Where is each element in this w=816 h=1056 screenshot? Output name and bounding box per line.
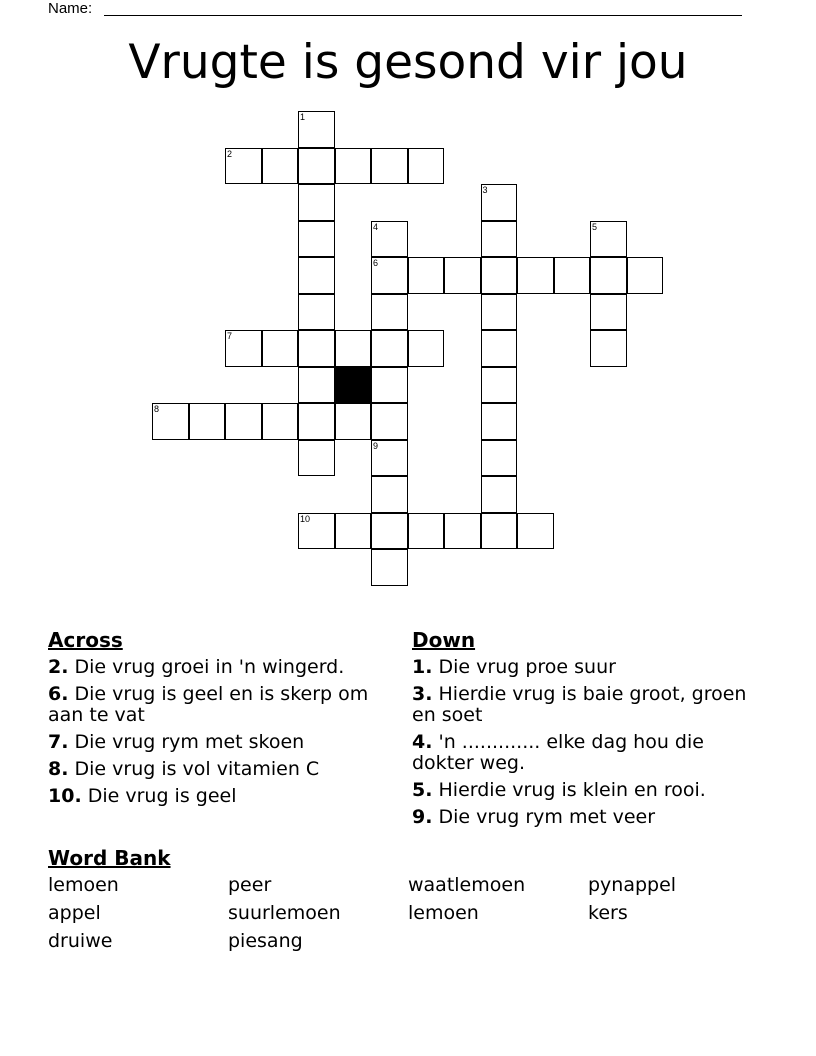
crossword-cell[interactable] — [262, 148, 299, 185]
crossword-cell[interactable] — [152, 403, 189, 440]
clue-across-7 — [48, 732, 388, 753]
crossword-cell[interactable] — [371, 476, 408, 513]
crossword-cell[interactable] — [590, 330, 627, 367]
crossword-cell[interactable] — [371, 257, 408, 294]
crossword-cell[interactable] — [225, 148, 262, 185]
word-bank-item: lemoen — [48, 874, 119, 896]
clue-text: Hierdie vrug is baie groot, groen en soet — [412, 683, 747, 726]
clue-text: Die vrug rym met skoen — [74, 731, 305, 753]
word-bank-item: appel — [48, 902, 101, 924]
clue-number: 10. — [48, 785, 82, 807]
word-bank-item: lemoen — [408, 902, 479, 924]
crossword-cell[interactable] — [335, 330, 372, 367]
clue-text: Hierdie vrug is klein en rooi. — [438, 779, 706, 801]
name-label: Name: — [48, 0, 93, 17]
crossword-cell[interactable] — [189, 403, 226, 440]
clue-text: Die vrug rym met veer — [438, 806, 656, 828]
word-bank-item: piesang — [228, 930, 303, 952]
crossword-cell[interactable] — [298, 440, 335, 477]
word-bank-item: kers — [588, 902, 628, 924]
crossword-cell[interactable] — [481, 476, 518, 513]
crossword-cell[interactable] — [408, 513, 445, 550]
crossword-cell[interactable] — [335, 513, 372, 550]
clue-number: 3. — [412, 683, 433, 705]
clue-number: 7. — [48, 731, 69, 753]
clue-down-3 — [412, 684, 762, 726]
crossword-cell[interactable] — [517, 257, 554, 294]
crossword-cell[interactable] — [481, 257, 518, 294]
crossword-cell[interactable] — [590, 221, 627, 258]
word-bank-heading: Word Bank — [48, 846, 171, 870]
clue-text: Die vrug groei in 'n wingerd. — [74, 656, 345, 678]
clue-down-9 — [412, 807, 762, 828]
across-heading: Across — [48, 628, 123, 652]
page-title: Vrugte is gesond vir jou — [128, 35, 688, 90]
clue-number-label: 10 — [300, 513, 311, 524]
down-clues — [412, 630, 762, 834]
crossword-cell[interactable] — [554, 257, 591, 294]
crossword-cell[interactable] — [481, 221, 518, 258]
down-heading: Down — [412, 628, 476, 652]
clue-text: Die vrug is vol vitamien C — [74, 758, 320, 780]
crossword-cell[interactable] — [371, 513, 408, 550]
word-bank-item: suurlemoen — [228, 902, 341, 924]
clue-number-label: 1 — [300, 112, 306, 122]
clue-number-label: 2 — [227, 148, 233, 159]
clue-number-label: 5 — [592, 221, 598, 232]
clue-text: 'n ............. elke dag hou die dokter weg. — [412, 731, 704, 774]
crossword-cell[interactable] — [481, 294, 518, 331]
crossword-cell[interactable] — [298, 513, 335, 550]
crossword-cell[interactable] — [481, 513, 518, 550]
clue-down-5 — [412, 780, 762, 801]
crossword-cell[interactable] — [481, 403, 518, 440]
crossword-cell[interactable] — [627, 257, 664, 294]
clue-number: 8. — [48, 758, 69, 780]
crossword-cell[interactable] — [371, 403, 408, 440]
crossword-cell[interactable] — [298, 330, 335, 367]
word-bank-item: pynappel — [588, 874, 677, 896]
crossword-cell[interactable] — [371, 549, 408, 586]
crossword-cell[interactable] — [481, 330, 518, 367]
crossword-cell[interactable] — [371, 367, 408, 404]
clue-down-4 — [412, 732, 762, 774]
crossword-cell[interactable] — [298, 184, 335, 221]
crossword-cell[interactable] — [371, 221, 408, 258]
clue-number: 5. — [412, 779, 433, 801]
crossword-cell[interactable] — [371, 294, 408, 331]
crossword-cell[interactable] — [298, 403, 335, 440]
crossword-cell[interactable] — [298, 148, 335, 185]
crossword-cell[interactable] — [481, 367, 518, 404]
clue-down-1 — [412, 657, 762, 678]
crossword-cell[interactable] — [335, 403, 372, 440]
crossword-cell[interactable] — [481, 440, 518, 477]
clue-number: 6. — [48, 683, 69, 705]
clue-text: Die vrug is geel en is skerp om aan te vat — [48, 683, 369, 726]
crossword-cell[interactable] — [262, 330, 299, 367]
clue-number: 4. — [412, 731, 433, 753]
clue-across-10 — [48, 786, 388, 807]
clue-across-6 — [48, 684, 388, 726]
crossword-cell[interactable] — [262, 403, 299, 440]
crossword-cell[interactable] — [408, 257, 445, 294]
clue-text: Die vrug is geel — [87, 785, 237, 807]
clue-number-label: 9 — [373, 440, 379, 451]
crossword-cell[interactable] — [590, 294, 627, 331]
crossword-cell[interactable] — [371, 330, 408, 367]
word-bank-item: peer — [228, 874, 272, 896]
crossword-cell[interactable] — [371, 148, 408, 185]
crossword-cell[interactable] — [298, 294, 335, 331]
crossword-cell[interactable] — [408, 148, 445, 185]
crossword-cell[interactable] — [444, 513, 481, 550]
crossword-cell[interactable] — [371, 440, 408, 477]
word-bank — [48, 846, 768, 952]
crossword-cell[interactable] — [298, 367, 335, 404]
clue-number-label: 3 — [482, 185, 488, 195]
word-bank-item: druiwe — [48, 930, 113, 952]
crossword-cell[interactable] — [298, 257, 335, 294]
crossword-cell[interactable] — [225, 403, 262, 440]
clue-number-label: 8 — [154, 404, 160, 414]
crossword-block — [335, 367, 372, 404]
clue-number: 2. — [48, 656, 69, 678]
clue-number: 9. — [412, 806, 433, 828]
crossword-cell[interactable] — [408, 330, 445, 367]
crossword-cell[interactable] — [298, 221, 335, 258]
crossword-cell[interactable] — [517, 513, 554, 550]
clue-number-label: 7 — [227, 331, 233, 341]
word-bank-item: waatlemoen — [408, 874, 526, 896]
crossword-cell[interactable] — [298, 111, 335, 148]
crossword-cell[interactable] — [335, 148, 372, 185]
clue-text: Die vrug proe suur — [438, 656, 616, 678]
crossword-cell[interactable] — [444, 257, 481, 294]
clue-number-label: 6 — [373, 258, 379, 268]
across-clues — [48, 630, 388, 813]
clue-number-label: 4 — [373, 221, 379, 232]
crossword-cell[interactable] — [590, 257, 627, 294]
crossword-cell[interactable] — [225, 330, 262, 367]
crossword-cell[interactable] — [481, 184, 518, 221]
clue-across-8 — [48, 759, 388, 780]
clue-number: 1. — [412, 656, 433, 678]
clue-across-2 — [48, 657, 388, 678]
